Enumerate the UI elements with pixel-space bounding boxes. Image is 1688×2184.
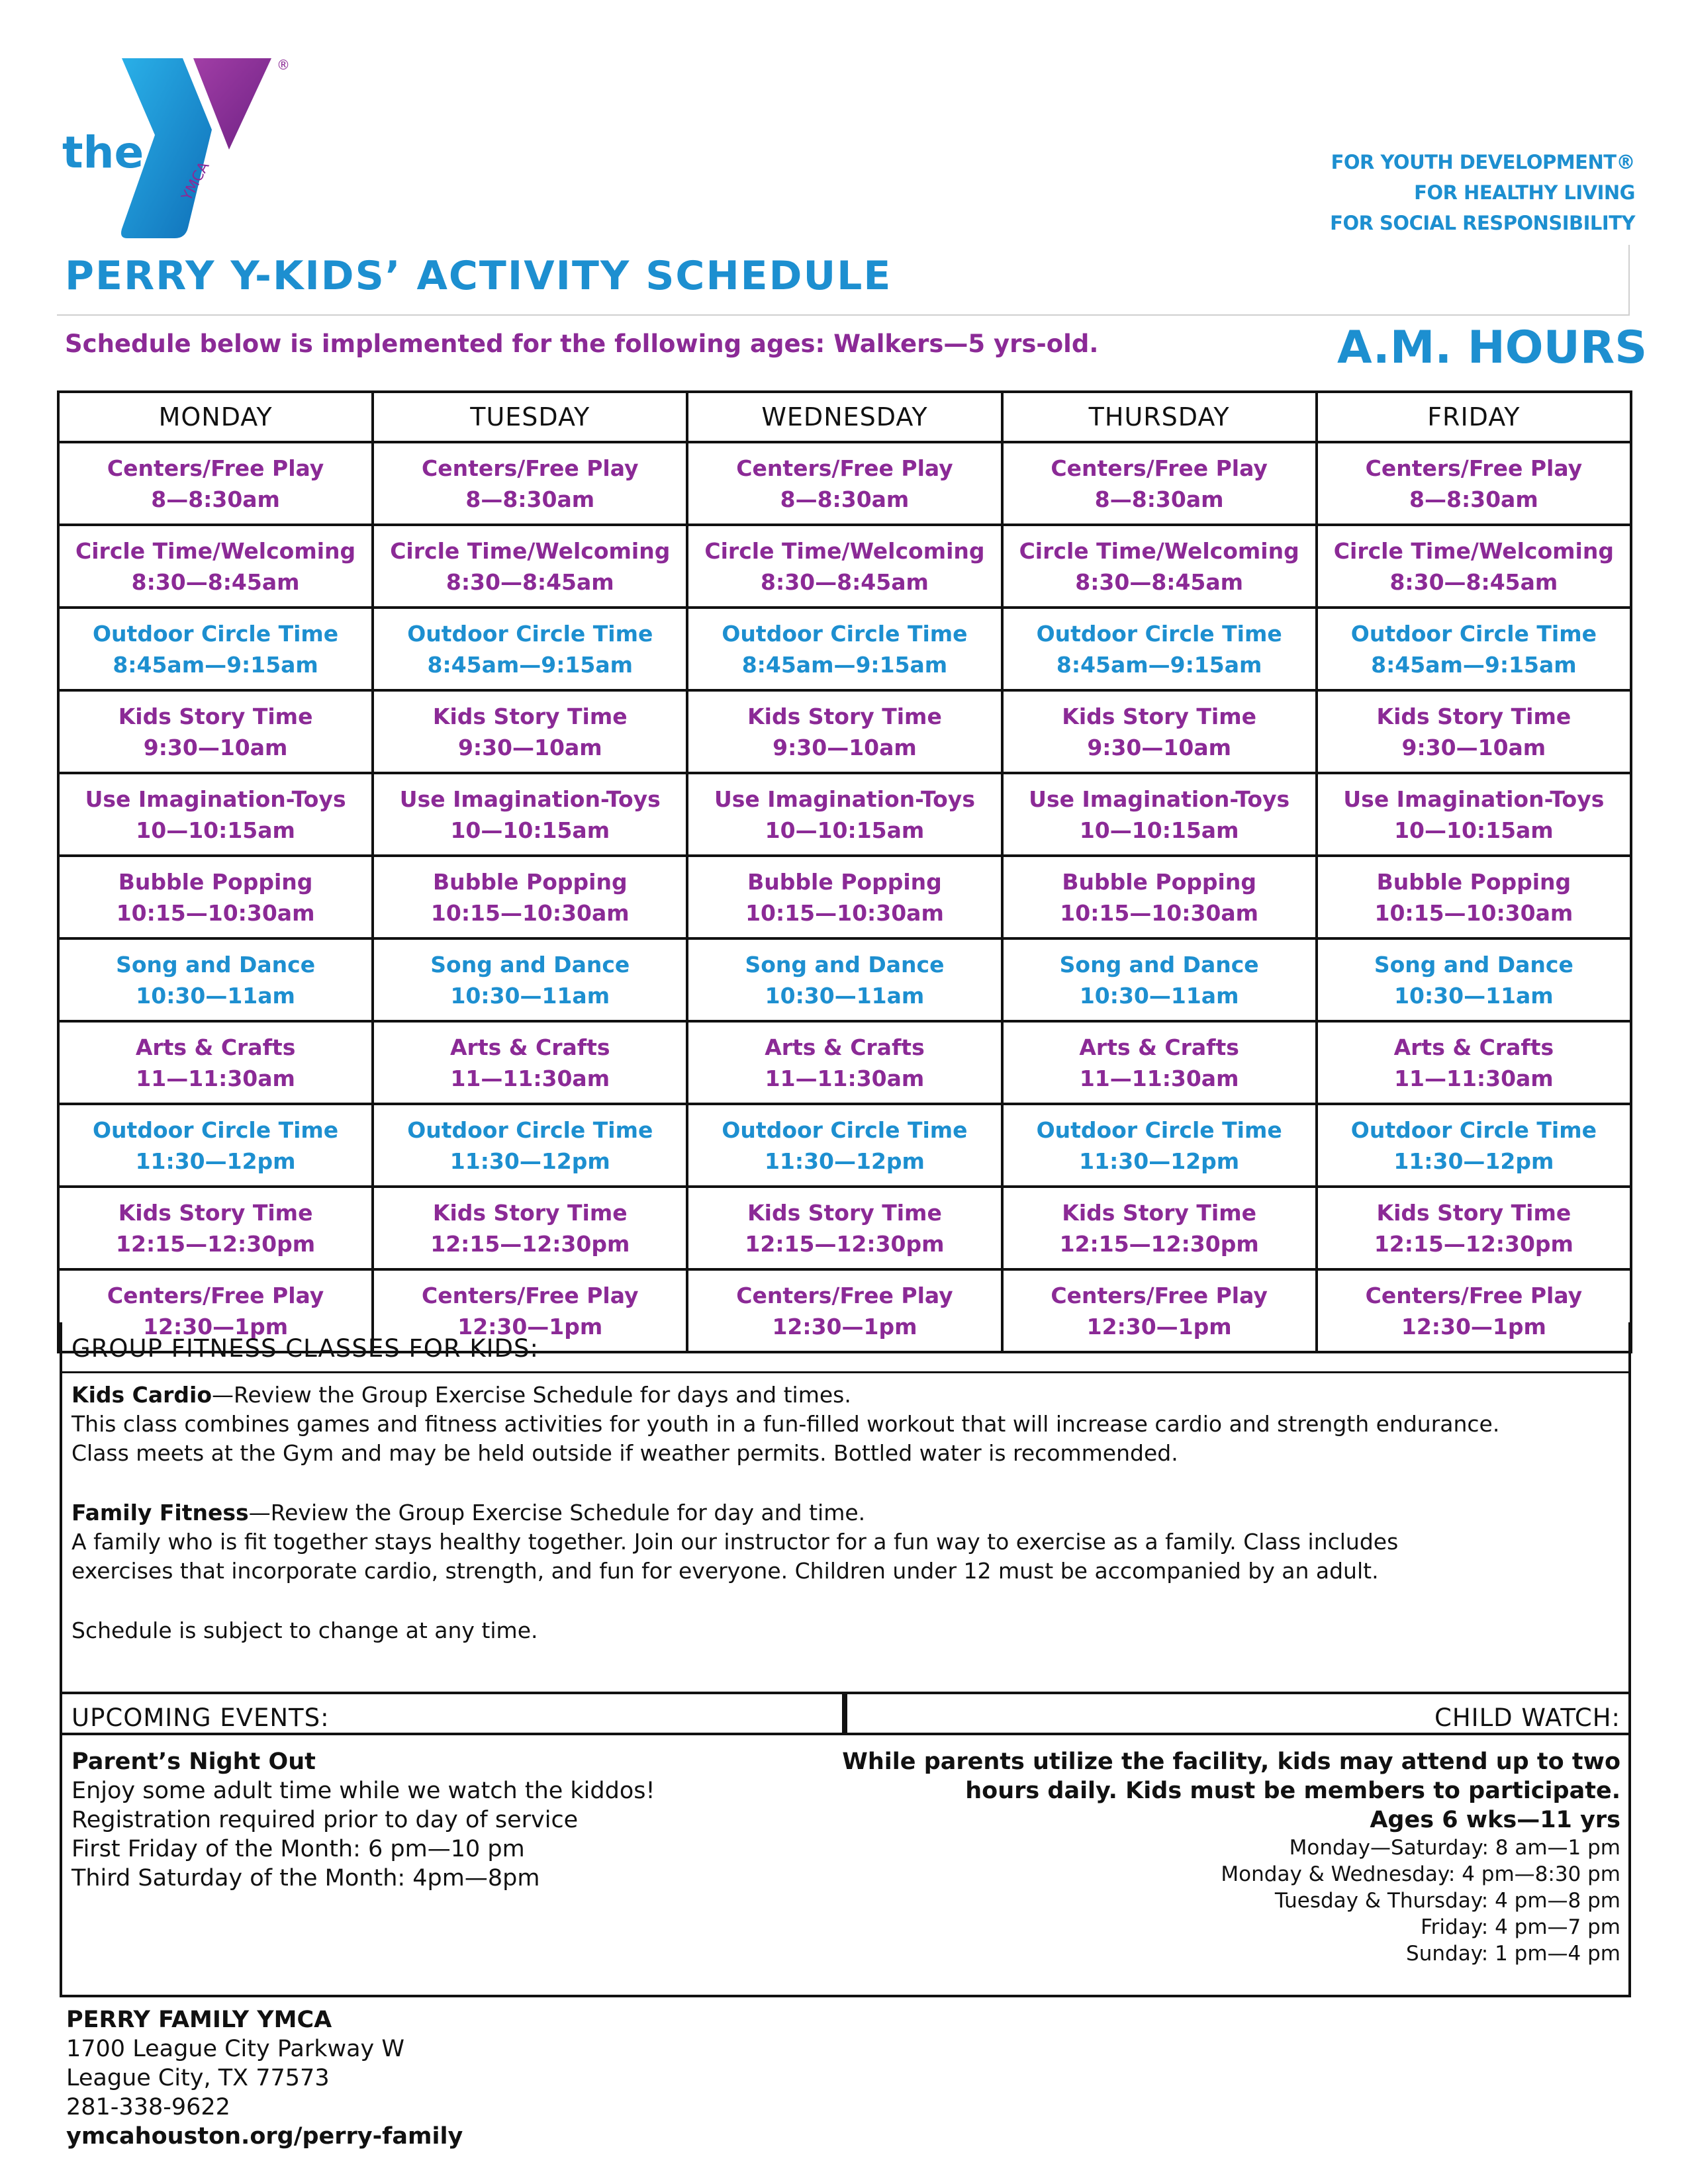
- family-fitness-desc-1: A family who is fit together stays healthy together. Join our instructor for a fun way to exercise as a family. Class includes: [71, 1529, 1399, 1555]
- activity-time: 8:45am—9:15am: [741, 651, 948, 678]
- activity-time: 10:30—11am: [1394, 982, 1554, 1009]
- activity-name: Arts & Crafts: [1079, 1034, 1239, 1060]
- activity-name: Centers/Free Play: [1365, 455, 1583, 481]
- schedule-cell: [373, 690, 687, 773]
- activity-name: Outdoor Circle Time: [407, 1116, 653, 1143]
- schedule-cell: [1002, 608, 1317, 690]
- schedule-cell: [1317, 442, 1631, 525]
- day-header-wednesday: WEDNESDAY: [687, 392, 1002, 442]
- activity-name: Bubble Popping: [118, 868, 313, 895]
- schedule-cell: [687, 938, 1002, 1021]
- logo-the-text: the: [62, 127, 144, 178]
- activity-name: Song and Dance: [1374, 951, 1573, 978]
- schedule-row: [58, 938, 1631, 1021]
- schedule-cell: [373, 442, 687, 525]
- day-header-thursday: THURSDAY: [1002, 392, 1317, 442]
- schedule-cell: [58, 1187, 373, 1269]
- activity-time: 9:30—10am: [457, 734, 602, 760]
- day-header-friday: FRIDAY: [1317, 392, 1631, 442]
- tagline-social: FOR SOCIAL RESPONSIBILITY: [1330, 212, 1635, 234]
- day-header-row: [58, 392, 1631, 442]
- schedule-cell: [1317, 1104, 1631, 1187]
- schedule-cell: [1002, 1187, 1317, 1269]
- activity-time: 8:45am—9:15am: [1056, 651, 1262, 678]
- schedule-cell: [58, 442, 373, 525]
- activity-name: Outdoor Circle Time: [722, 620, 968, 647]
- activity-name: Centers/Free Play: [736, 1282, 953, 1308]
- kids-cardio-desc-1: This class combines games and fitness activities for youth in a fun-filled workout that will increase cardio and strength endurance.: [71, 1411, 1500, 1437]
- activity-name: Kids Story Time: [747, 1199, 942, 1226]
- activity-name: Bubble Popping: [1376, 868, 1571, 895]
- schedule-cell: [58, 525, 373, 608]
- activity-name: Outdoor Circle Time: [1350, 1116, 1597, 1143]
- activity-time: 12:30—1pm: [772, 1313, 917, 1340]
- upcoming-events-heading: UPCOMING EVENTS:: [71, 1704, 330, 1732]
- event-line-2: Registration required prior to day of service: [71, 1807, 579, 1833]
- footer-ymca-name: PERRY FAMILY YMCA: [66, 2007, 332, 2033]
- schedule-cell: [1002, 1104, 1317, 1187]
- child-watch-hours-5: Sunday: 1 pm—4 pm: [1406, 1942, 1620, 1966]
- schedule-cell: [58, 1021, 373, 1104]
- family-fitness-line: [71, 1498, 865, 1527]
- activity-time: 10:15—10:30am: [1060, 899, 1259, 926]
- activity-time: 11:30—12pm: [1079, 1148, 1240, 1174]
- activity-time: 10:30—11am: [1079, 982, 1239, 1009]
- child-watch-hours-4: Friday: 4 pm—7 pm: [1421, 1915, 1620, 1939]
- activity-time: 11:30—12pm: [1393, 1148, 1554, 1174]
- fitness-header-divider: [60, 1371, 1631, 1373]
- activity-time: 12:15—12:30pm: [116, 1230, 316, 1257]
- title-divider-vertical: [1628, 245, 1630, 315]
- activity-name: Centers/Free Play: [736, 455, 953, 481]
- schedule-cell: [1002, 773, 1317, 856]
- activity-time: 12:30—1pm: [1086, 1313, 1232, 1340]
- child-watch-hours-3: Tuesday & Thursday: 4 pm—8 pm: [1274, 1889, 1620, 1913]
- activity-time: 9:30—10am: [773, 734, 917, 760]
- child-watch-heading: CHILD WATCH:: [1434, 1704, 1620, 1732]
- activity-name: Kids Story Time: [1376, 1199, 1571, 1226]
- kids-cardio-title: Kids Cardio: [71, 1382, 212, 1408]
- schedule-cell: [687, 1104, 1002, 1187]
- activity-name: Bubble Popping: [432, 868, 628, 895]
- activity-time: 10:15—10:30am: [745, 899, 944, 926]
- schedule-cell: [687, 773, 1002, 856]
- schedule-cell: [687, 690, 1002, 773]
- activity-name: Song and Dance: [116, 951, 316, 978]
- family-fitness-title: Family Fitness: [71, 1500, 249, 1525]
- activity-name: Circle Time/Welcoming: [1333, 537, 1614, 564]
- activity-time: 8:30—8:45am: [1389, 569, 1558, 595]
- activity-name: Arts & Crafts: [1393, 1034, 1554, 1060]
- kids-cardio-desc-2: Class meets at the Gym and may be held outside if weather permits. Bottled water is recommended.: [71, 1440, 1178, 1466]
- schedule-cell: [1317, 773, 1631, 856]
- activity-time: 11—11:30am: [765, 1065, 925, 1091]
- activity-time: 12:15—12:30pm: [1374, 1230, 1573, 1257]
- schedule-cell: [1002, 690, 1317, 773]
- activity-name: Song and Dance: [745, 951, 945, 978]
- am-hours-label: A.M. HOURS: [1337, 322, 1648, 374]
- schedule-change-note: Schedule is subject to change at any time.: [71, 1617, 538, 1643]
- activity-time: 10—10:15am: [765, 817, 925, 843]
- schedule-cell: [58, 938, 373, 1021]
- activity-name: Outdoor Circle Time: [1036, 1116, 1282, 1143]
- activity-name: Centers/Free Play: [107, 455, 324, 481]
- activity-time: 10—10:15am: [136, 817, 295, 843]
- schedule-cell: [687, 608, 1002, 690]
- activity-time: 12:15—12:30pm: [430, 1230, 630, 1257]
- schedule-cell: [1002, 525, 1317, 608]
- schedule-cell: [58, 690, 373, 773]
- activity-time: 10:15—10:30am: [1374, 899, 1573, 926]
- activity-name: Arts & Crafts: [135, 1034, 296, 1060]
- activity-name: Bubble Popping: [747, 868, 942, 895]
- activity-time: 11:30—12pm: [135, 1148, 296, 1174]
- ymca-logo: [56, 56, 294, 248]
- schedule-cell: [373, 1187, 687, 1269]
- age-subtitle: Schedule below is implemented for the following ages: Walkers—5 yrs-old.: [65, 330, 1099, 358]
- schedule-row: [58, 690, 1631, 773]
- activity-name: Centers/Free Play: [1051, 455, 1268, 481]
- day-header-tuesday: TUESDAY: [373, 392, 687, 442]
- activity-name: Kids Story Time: [118, 1199, 313, 1226]
- schedule-cell: [1002, 1021, 1317, 1104]
- schedule-cell: [373, 938, 687, 1021]
- activity-time: 11—11:30am: [1394, 1065, 1554, 1091]
- activity-time: 10:15—10:30am: [116, 899, 315, 926]
- activity-time: 8:30—8:45am: [131, 569, 300, 595]
- activity-time: 11—11:30am: [450, 1065, 610, 1091]
- schedule-cell: [373, 608, 687, 690]
- activity-time: 11:30—12pm: [449, 1148, 610, 1174]
- child-watch-hours-1: Monday—Saturday: 8 am—1 pm: [1289, 1836, 1620, 1860]
- activity-time: 8:45am—9:15am: [113, 651, 318, 678]
- event-line-1: Enjoy some adult time while we watch the kiddos!: [71, 1778, 655, 1804]
- activity-time: 12:30—1pm: [1401, 1313, 1546, 1340]
- schedule-cell: [687, 856, 1002, 938]
- schedule-cell: [1317, 525, 1631, 608]
- activity-time: 11—11:30am: [136, 1065, 295, 1091]
- activity-name: Centers/Free Play: [1051, 1282, 1268, 1308]
- footer-address-1: 1700 League City Parkway W: [66, 2036, 405, 2062]
- activity-name: Outdoor Circle Time: [407, 620, 653, 647]
- activity-time: 12:15—12:30pm: [1059, 1230, 1259, 1257]
- activity-time: 10:30—11am: [450, 982, 610, 1009]
- schedule-row: [58, 442, 1631, 525]
- activity-name: Kids Story Time: [1062, 1199, 1257, 1226]
- schedule-cell: [58, 1104, 373, 1187]
- activity-name: Circle Time/Welcoming: [390, 537, 671, 564]
- activity-time: 8—8:30am: [465, 486, 595, 512]
- activity-name: Outdoor Circle Time: [93, 1116, 339, 1143]
- group-fitness-heading: GROUP FITNESS CLASSES FOR KIDS:: [71, 1334, 539, 1363]
- logo-ymca-text: YMCA: [179, 159, 213, 204]
- footer-phone: 281-338-9622: [66, 2094, 230, 2120]
- activity-time: 12:15—12:30pm: [745, 1230, 945, 1257]
- activity-time: 11:30—12pm: [764, 1148, 925, 1174]
- activity-name: Centers/Free Play: [107, 1282, 324, 1308]
- activity-name: Kids Story Time: [118, 703, 313, 729]
- kids-cardio-line: [71, 1381, 851, 1410]
- activity-time: 9:30—10am: [1087, 734, 1231, 760]
- event-line-4: Third Saturday of the Month: 4pm—8pm: [71, 1865, 540, 1891]
- activity-name: Arts & Crafts: [765, 1034, 925, 1060]
- activity-time: 10:30—11am: [765, 982, 925, 1009]
- schedule-cell: [1317, 1021, 1631, 1104]
- schedule-cell: [1002, 856, 1317, 938]
- schedule-cell: [1317, 608, 1631, 690]
- activity-name: Use Imagination-Toys: [714, 786, 975, 812]
- family-fitness-schedule: —Review the Group Exercise Schedule for day and time.: [248, 1500, 866, 1525]
- activity-time: 8:30—8:45am: [1075, 569, 1244, 595]
- schedule-cell: [687, 1187, 1002, 1269]
- footer-address-2: League City, TX 77573: [66, 2065, 330, 2091]
- child-watch-intro-2: hours daily. Kids must be members to participate.: [965, 1778, 1620, 1804]
- activity-time: 9:30—10am: [1401, 734, 1546, 760]
- activity-name: Outdoor Circle Time: [1036, 620, 1282, 647]
- activity-name: Use Imagination-Toys: [1343, 786, 1605, 812]
- activity-time: 10—10:15am: [450, 817, 610, 843]
- page-title: PERRY Y-KIDS’ ACTIVITY SCHEDULE: [65, 253, 892, 299]
- activity-time: 10—10:15am: [1079, 817, 1239, 843]
- activity-name: Outdoor Circle Time: [722, 1116, 968, 1143]
- schedule-cell: [373, 1021, 687, 1104]
- schedule-cell: [58, 608, 373, 690]
- taglines: [1317, 147, 1635, 238]
- schedule-cell: [687, 525, 1002, 608]
- event-line-3: First Friday of the Month: 6 pm—10 pm: [71, 1836, 525, 1862]
- activity-name: Circle Time/Welcoming: [704, 537, 985, 564]
- activity-name: Centers/Free Play: [422, 455, 639, 481]
- schedule-row: [58, 1104, 1631, 1187]
- activity-name: Use Imagination-Toys: [1029, 786, 1290, 812]
- schedule-cell: [1317, 856, 1631, 938]
- schedule-row: [58, 1021, 1631, 1104]
- logo-registered-mark: ®: [277, 57, 290, 73]
- schedule-cell: [1317, 690, 1631, 773]
- day-header-monday: MONDAY: [58, 392, 373, 442]
- kids-cardio-schedule: —Review the Group Exercise Schedule for days and times.: [212, 1382, 851, 1408]
- activity-name: Use Imagination-Toys: [85, 786, 346, 812]
- activity-time: 8:45am—9:15am: [1371, 651, 1577, 678]
- schedule-cell: [373, 1104, 687, 1187]
- activity-time: 12:30—1pm: [143, 1313, 289, 1340]
- activity-name: Use Imagination-Toys: [399, 786, 661, 812]
- activity-name: Kids Story Time: [1376, 703, 1571, 729]
- schedule-row: [58, 773, 1631, 856]
- title-divider: [57, 314, 1630, 316]
- family-fitness-desc-2: exercises that incorporate cardio, strength, and fun for everyone. Children under 12 must be accompanied by an adult.: [71, 1558, 1379, 1584]
- child-watch-intro-1: While parents utilize the facility, kids may attend up to two: [842, 1749, 1620, 1775]
- activity-name: Centers/Free Play: [422, 1282, 639, 1308]
- activity-time: 12:30—1pm: [457, 1313, 603, 1340]
- activity-time: 11—11:30am: [1079, 1065, 1239, 1091]
- activity-time: 8—8:30am: [780, 486, 910, 512]
- schedule-cell: [373, 525, 687, 608]
- schedule-table: [57, 390, 1632, 1353]
- activity-name: Kids Story Time: [432, 703, 628, 729]
- activity-name: Kids Story Time: [747, 703, 942, 729]
- schedule-cell: [58, 773, 373, 856]
- activity-time: 10:30—11am: [136, 982, 295, 1009]
- activity-time: 9:30—10am: [143, 734, 288, 760]
- activity-time: 8:45am—9:15am: [427, 651, 633, 678]
- schedule-cell: [373, 773, 687, 856]
- activity-time: 8:30—8:45am: [445, 569, 614, 595]
- child-watch-hours-2: Monday & Wednesday: 4 pm—8:30 pm: [1221, 1862, 1620, 1886]
- activity-name: Kids Story Time: [432, 1199, 628, 1226]
- schedule-cell: [373, 856, 687, 938]
- schedule-row: [58, 608, 1631, 690]
- activity-time: 10—10:15am: [1394, 817, 1554, 843]
- schedule-body: [58, 442, 1631, 1352]
- activity-name: Centers/Free Play: [1365, 1282, 1583, 1308]
- activity-name: Kids Story Time: [1062, 703, 1257, 729]
- schedule-row: [58, 1187, 1631, 1269]
- activity-name: Song and Dance: [1059, 951, 1259, 978]
- activity-time: 8—8:30am: [1094, 486, 1224, 512]
- activity-name: Bubble Popping: [1062, 868, 1256, 895]
- activity-time: 8—8:30am: [151, 486, 280, 512]
- tagline-youth: FOR YOUTH DEVELOPMENT®: [1331, 151, 1635, 173]
- activity-time: 10:15—10:30am: [430, 899, 630, 926]
- schedule-cell: [1002, 442, 1317, 525]
- tagline-healthy: FOR HEALTHY LIVING: [1414, 181, 1635, 204]
- events-column-divider: [842, 1692, 847, 1735]
- activity-name: Circle Time/Welcoming: [75, 537, 356, 564]
- parents-night-out-title: Parent’s Night Out: [71, 1749, 316, 1775]
- activity-name: Circle Time/Welcoming: [1019, 537, 1299, 564]
- activity-name: Arts & Crafts: [450, 1034, 610, 1060]
- activity-name: Outdoor Circle Time: [93, 620, 339, 647]
- schedule-cell: [1002, 938, 1317, 1021]
- activity-time: 8—8:30am: [1409, 486, 1538, 512]
- schedule-row: [58, 856, 1631, 938]
- schedule-cell: [1317, 938, 1631, 1021]
- activity-name: Outdoor Circle Time: [1350, 620, 1597, 647]
- schedule-cell: [1317, 1187, 1631, 1269]
- activity-time: 8:30—8:45am: [761, 569, 929, 595]
- child-watch-ages: Ages 6 wks—11 yrs: [1370, 1807, 1620, 1833]
- schedule-row: [58, 525, 1631, 608]
- activity-name: Song and Dance: [430, 951, 630, 978]
- schedule-cell: [687, 442, 1002, 525]
- schedule-cell: [687, 1021, 1002, 1104]
- footer-website-link[interactable]: ymcahouston.org/perry-family: [66, 2123, 463, 2150]
- schedule-cell: [58, 856, 373, 938]
